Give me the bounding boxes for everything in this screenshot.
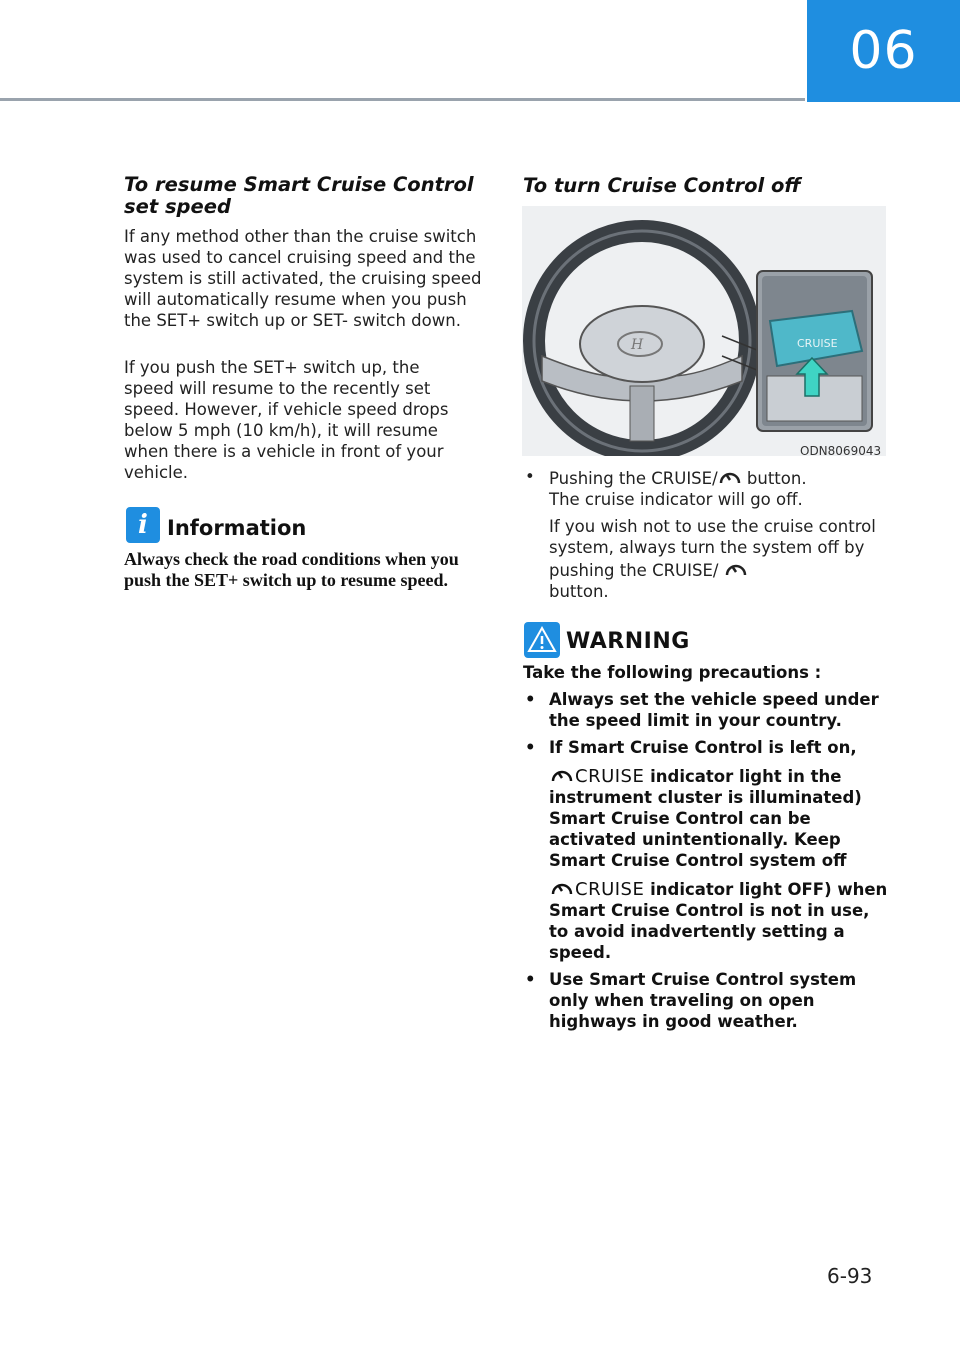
- information-icon: i: [126, 507, 160, 543]
- warning-triangle-icon: [524, 622, 560, 658]
- warning-content: [523, 662, 888, 1032]
- information-text: Always check the road conditions when you push the SET+ switch up to resume speed.: [124, 549, 459, 590]
- warning-title: WARNING: [566, 629, 690, 654]
- warning-item-1: Always set the vehicle speed under the speed limit in your country.: [549, 690, 879, 730]
- cruise-speedometer-icon: [724, 558, 748, 580]
- warning-intro: Take the following precautions :: [523, 663, 822, 682]
- figure-button-label: CRUISE: [797, 337, 838, 350]
- chapter-tab: [807, 0, 960, 102]
- warning-item-2b: indicator light in the instrument cluster is illuminated) Smart Cruise Control can be activated unintentionally. Keep Smart Cruise Control system off: [549, 767, 862, 870]
- warning-item-2a: If Smart Cruise Control is left on,: [549, 738, 857, 757]
- warning-item-2c: indicator light OFF) when Smart Cruise Control is not in use, to avoid inadvertently setting a speed.: [549, 880, 888, 962]
- bullet-dot: •: [525, 467, 535, 486]
- cruise-speedometer-icon: [718, 466, 742, 488]
- cruise-indicator-word: CRUISE: [575, 879, 645, 900]
- bullet-text-c: The cruise indicator will go off.: [549, 490, 803, 509]
- information-title: Information: [167, 516, 307, 540]
- bullet-text-a: Pushing the CRUISE/: [549, 469, 718, 488]
- cruise-speedometer-icon: [549, 877, 575, 899]
- steering-wheel-figure: [522, 206, 886, 456]
- svg-text:H: H: [631, 337, 644, 353]
- steering-wheel-illustration: [522, 206, 886, 456]
- cruise-indicator-word: CRUISE: [575, 766, 645, 787]
- cruise-off-instructions: [523, 466, 888, 602]
- section-heading-off: To turn Cruise Control off: [523, 174, 801, 197]
- bullet-text-d: If you wish not to use the cruise control system, always turn the system off by pushing the CRUISE/: [549, 517, 876, 580]
- resume-paragraph-2: If you push the SET+ switch up, the speed will resume to the recently set speed. However, if vehicle speed drops below 5 mph (10 km/h), it will resume when there is a vehicle in front of your vehicle.: [124, 358, 449, 482]
- warning-icon-box: [524, 622, 560, 658]
- figure-code: ODN8069043: [800, 444, 882, 458]
- bullet-text-e: button.: [549, 582, 609, 601]
- list-item: • If Smart Cruise Control is left on, CRUISE indicator light in the instrument cluster is illuminated) Smart Cruise Control can be activated unintentionally. Keep Smart Cruise Control system off CRUISE indicator light OFF) when Smart Cruise Control is not in use, to avoid inadvertently setting a speed.: [525, 738, 888, 962]
- page-number: 6-93: [827, 1264, 873, 1288]
- list-item: [523, 466, 888, 602]
- list-item: • Use Smart Cruise Control system only when traveling on open highways in good weather.: [525, 970, 857, 1031]
- bullet-text-b: button.: [741, 469, 807, 488]
- warning-item-3: Use Smart Cruise Control system only when traveling on open highways in good weather.: [549, 970, 857, 1031]
- chapter-number: 06: [849, 21, 918, 81]
- resume-paragraph-1: If any method other than the cruise switch was used to cancel cruising speed and the system is still activated, the cruising speed will automatically resume when you push the SET+ switch up or SET- switch down.: [124, 227, 482, 330]
- section-heading-resume: To resume Smart Cruise Control set speed: [124, 173, 474, 218]
- list-item: • Always set the vehicle speed under the speed limit in your country.: [525, 690, 879, 730]
- cruise-speedometer-icon: [549, 764, 575, 786]
- header-rule: [0, 98, 805, 101]
